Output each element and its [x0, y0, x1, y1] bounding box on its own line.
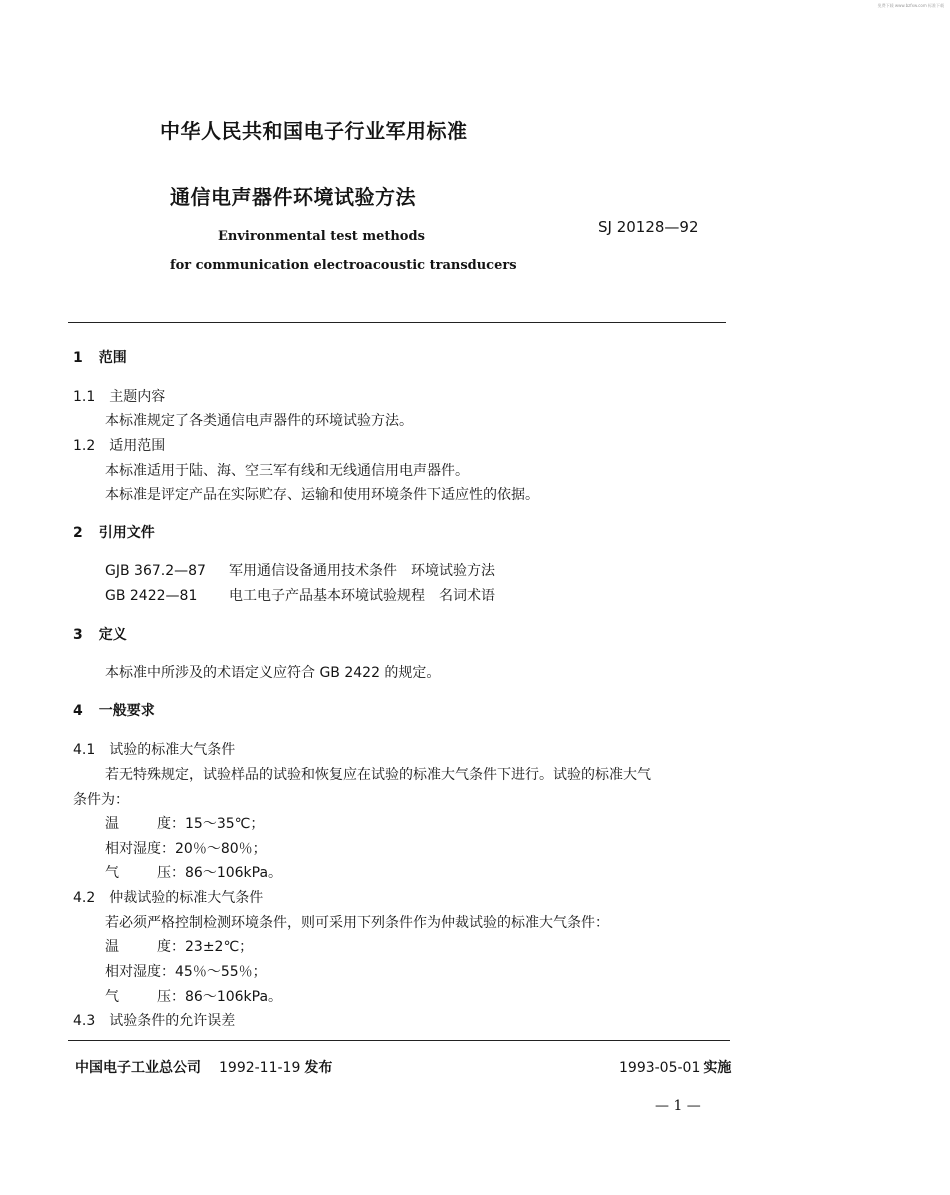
section-title: 定义	[98, 627, 127, 643]
footer-effective	[619, 1057, 731, 1077]
condition-pressure	[105, 862, 282, 882]
condition-label: 度	[157, 939, 171, 955]
reference-title: 军用通信设备通用技术条件 环境试验方法	[229, 563, 495, 579]
section-title: 范围	[98, 350, 127, 366]
section-1-1-heading	[73, 386, 165, 406]
reference-title: 电工电子产品基本环境试验规程 名词术语	[229, 588, 495, 604]
subsection-title: 试验条件的允许误差	[109, 1013, 236, 1029]
section-title: 一般要求	[98, 703, 155, 719]
issue-date: 1992-11-19	[219, 1060, 301, 1076]
section-4-2-heading	[73, 887, 263, 907]
english-title-line2: for communication electroacoustic transducers	[170, 258, 517, 273]
subsection-number: 4.2	[73, 890, 96, 906]
subsection-title: 仲裁试验的标准大气条件	[109, 890, 264, 906]
condition-humidity	[105, 838, 267, 858]
condition-value: ：45％～55％；	[161, 964, 267, 980]
issue-label: 发布	[304, 1060, 333, 1076]
subsection-number: 1.2	[73, 438, 96, 454]
section-1-2-text-2: 本标准是评定产品在实际贮存、运输和使用环境条件下适应性的依据。	[105, 487, 539, 503]
section-4-3-heading	[73, 1010, 235, 1030]
corner-watermark-note: 免费下载 www.bzfxw.com 标准下载	[877, 3, 944, 8]
condition-humidity	[105, 961, 267, 981]
condition-label: 相对湿度	[105, 841, 161, 857]
subsection-title: 适用范围	[109, 438, 166, 454]
footer-issue	[75, 1057, 332, 1077]
condition-value: ：86～106kPa。	[171, 989, 283, 1005]
reference-row	[105, 585, 495, 605]
standard-code: SJ 20128—92	[598, 218, 699, 236]
condition-value: ：23±2℃；	[171, 939, 254, 955]
section-number: 1	[73, 350, 83, 366]
condition-label: 温	[105, 816, 119, 832]
condition-value: ：86～106kPa。	[171, 865, 283, 881]
condition-label: 气	[105, 865, 119, 881]
condition-label: 压	[157, 865, 171, 881]
section-title: 引用文件	[98, 525, 155, 541]
section-number: 3	[73, 627, 83, 643]
section-2-heading	[73, 522, 155, 542]
issuer: 中国电子工业总公司	[75, 1060, 201, 1076]
footer-divider	[68, 1040, 730, 1041]
condition-temperature	[105, 936, 253, 956]
section-3-heading	[73, 624, 127, 644]
section-4-1-heading	[73, 739, 235, 759]
condition-label: 气	[105, 989, 119, 1005]
effective-label: 实施	[703, 1060, 732, 1076]
condition-pressure	[105, 986, 282, 1006]
doc-title: 通信电声器件环境试验方法	[170, 185, 416, 209]
reference-code: GJB 367.2—87	[105, 563, 206, 579]
subsection-title: 主题内容	[109, 389, 166, 405]
condition-temperature	[105, 813, 264, 833]
section-4-heading	[73, 700, 155, 720]
subsection-number: 4.1	[73, 742, 96, 758]
condition-label: 相对湿度	[105, 964, 161, 980]
effective-date: 1993-05-01	[619, 1060, 701, 1076]
section-1-1-text: 本标准规定了各类通信电声器件的环境试验方法。	[105, 413, 413, 429]
condition-label: 度	[157, 816, 171, 832]
section-1-2-heading	[73, 435, 165, 455]
subsection-title: 试验的标准大气条件	[109, 742, 236, 758]
org-title: 中华人民共和国电子行业军用标准	[160, 119, 468, 143]
header-divider	[68, 322, 726, 323]
section-4-1-text-2: 条件为：	[73, 792, 129, 808]
reference-code: GB 2422—81	[105, 588, 198, 604]
condition-value: ：20％～80％；	[161, 841, 267, 857]
subsection-number: 4.3	[73, 1013, 96, 1029]
condition-label: 压	[157, 989, 171, 1005]
english-title-line1: Environmental test methods	[218, 229, 425, 244]
section-number: 4	[73, 703, 83, 719]
section-1-2-text-1: 本标准适用于陆、海、空三军有线和无线通信用电声器件。	[105, 463, 469, 479]
section-1-heading	[73, 347, 127, 367]
subsection-number: 1.1	[73, 389, 96, 405]
condition-label: 温	[105, 939, 119, 955]
section-4-1-text-1: 若无特殊规定，试验样品的试验和恢复应在试验的标准大气条件下进行。试验的标准大气	[105, 767, 651, 783]
section-3-text: 本标准中所涉及的术语定义应符合 GB 2422 的规定。	[105, 665, 441, 681]
section-number: 2	[73, 525, 83, 541]
condition-value: ：15～35℃；	[171, 816, 265, 832]
section-4-2-text: 若必须严格控制检测环境条件，则可采用下列条件作为仲裁试验的标准大气条件：	[105, 915, 609, 931]
page-number: — 1 —	[655, 1098, 701, 1114]
reference-row	[105, 560, 495, 580]
